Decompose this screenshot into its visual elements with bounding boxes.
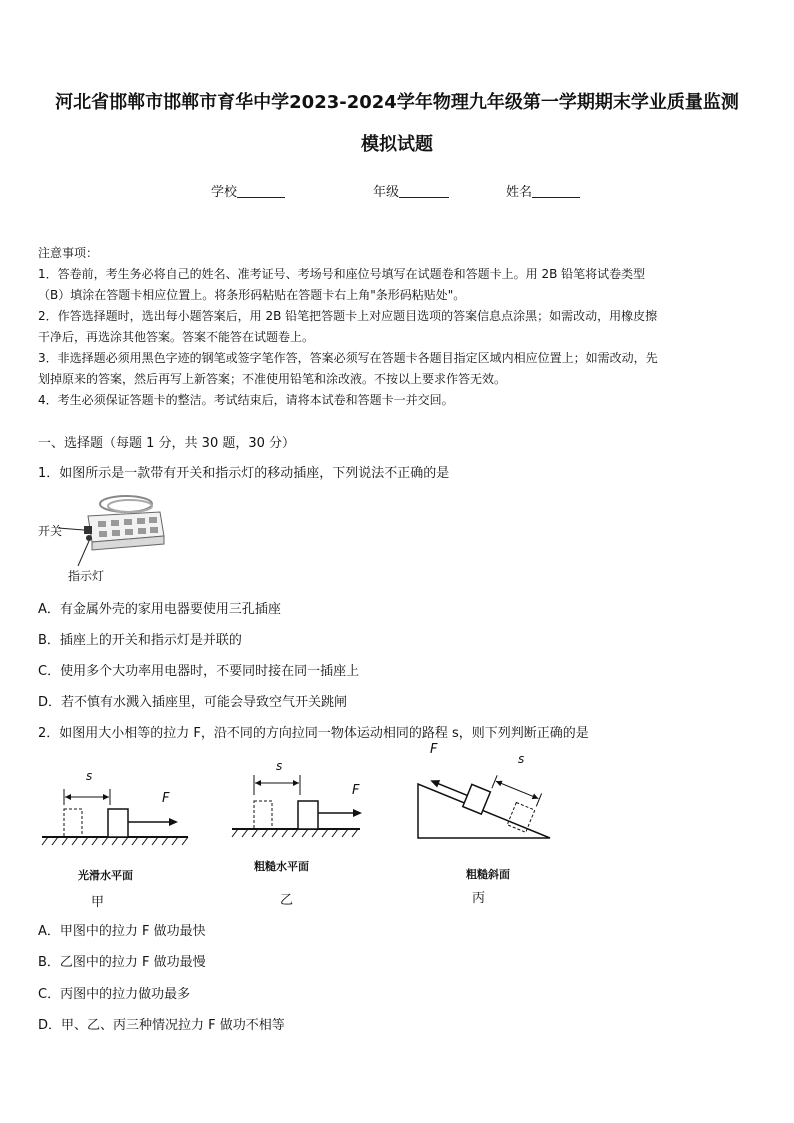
page-title: 河北省邯郸市邯郸市育华中学2023-2024学年物理九年级第一学期期末学业质量监测 xyxy=(55,92,739,113)
q2-option-a: A．甲图中的拉力 F 做功最快 xyxy=(38,924,206,939)
notice-line: 3．非选择题必须用黑色字迹的钢笔或签字笔作答，答案必须写在答题卡各题目指定区域内相应位置上；如需改动，先 xyxy=(38,351,658,365)
question-2-stem: 2．如图用大小相等的拉力 F，沿不同的方向拉同一物体运动相同的路程 s，则下列判断正确的是 xyxy=(38,726,589,741)
page-title-line2: 模拟试题 xyxy=(361,134,433,155)
q1-option-a: A．有金属外壳的家用电器要使用三孔插座 xyxy=(38,602,281,617)
surface-label: 光滑水平面 xyxy=(78,869,133,882)
figure-yi xyxy=(228,755,378,908)
force-label: F xyxy=(352,783,360,798)
grade-field xyxy=(373,181,449,200)
grade-blank xyxy=(399,184,449,198)
q1-option-b: B．插座上的开关和指示灯是并联的 xyxy=(38,633,242,648)
school-blank xyxy=(237,184,285,198)
notice-line: 划掉原来的答案，然后再写上新答案；不准使用铅笔和涂改液。不按以上要求作答无效。 xyxy=(38,372,507,386)
notice-line: 2．作答选择题时，选出每小题答案后，用 2B 铅笔把答题卡上对应题目选项的答案信息点涂黑；如需改动，用橡皮擦 xyxy=(38,309,658,323)
school-field xyxy=(211,181,285,200)
distance-label: s xyxy=(86,769,93,783)
switch-label: 开关 xyxy=(38,524,63,538)
power-strip-figure xyxy=(38,492,168,584)
q2-option-d: D．甲、乙、丙三种情况拉力 F 做功不相等 xyxy=(38,1018,285,1033)
distance-label: s xyxy=(276,759,283,773)
name-field xyxy=(506,181,580,200)
figure-caption: 丙 xyxy=(472,891,486,906)
q1-option-c: C．使用多个大功率用电器时，不要同时接在同一插座上 xyxy=(38,664,360,679)
figure-jia xyxy=(38,765,198,910)
question-1-stem: 1．如图所示是一款带有开关和指示灯的移动插座，下列说法不正确的是 xyxy=(38,466,450,481)
notice-heading: 注意事项： xyxy=(38,246,99,260)
section-heading: 一、选择题（每题 1 分，共 30 题，30 分） xyxy=(38,436,296,451)
notice-line: 干净后，再选涂其他答案。答案不能答在试题卷上。 xyxy=(38,330,315,344)
figure-caption: 甲 xyxy=(91,895,105,910)
incline-diagram xyxy=(414,742,574,852)
figure-caption: 乙 xyxy=(280,893,294,908)
notice-line: （B）填涂在答题卡相应位置上。将条形码粘贴在答题卡右上角"条形码粘贴处"。 xyxy=(38,288,466,302)
force-label: F xyxy=(430,742,438,757)
name-label: 姓名 xyxy=(506,185,533,200)
name-blank xyxy=(532,184,580,198)
surface-label: 粗糙斜面 xyxy=(466,868,510,881)
surface-label: 粗糙水平面 xyxy=(254,860,309,873)
force-label: F xyxy=(162,791,170,806)
smooth-surface-diagram xyxy=(38,765,198,855)
q1-option-d: D．若不慎有水溅入插座里，可能会导致空气开关跳闸 xyxy=(38,695,348,710)
distance-label: s xyxy=(518,752,525,766)
notice-line: 4．考生必须保证答题卡的整洁。考试结束后，请将本试卷和答题卡一并交回。 xyxy=(38,393,454,407)
notice-line: 1．答卷前，考生务必将自己的姓名、准考证号、考场号和座位号填写在试题卷和答题卡上。用 2B 铅笔将试卷类型 xyxy=(38,267,646,281)
notice-block xyxy=(38,243,760,411)
q2-option-b: B．乙图中的拉力 F 做功最慢 xyxy=(38,955,206,970)
rough-surface-diagram xyxy=(228,755,378,845)
grade-label: 年级 xyxy=(373,185,400,200)
q2-option-c: C．丙图中的拉力做功最多 xyxy=(38,987,191,1002)
indicator-light-label: 指示灯 xyxy=(68,569,105,583)
school-label: 学校 xyxy=(211,185,238,200)
figure-bing xyxy=(414,742,574,910)
